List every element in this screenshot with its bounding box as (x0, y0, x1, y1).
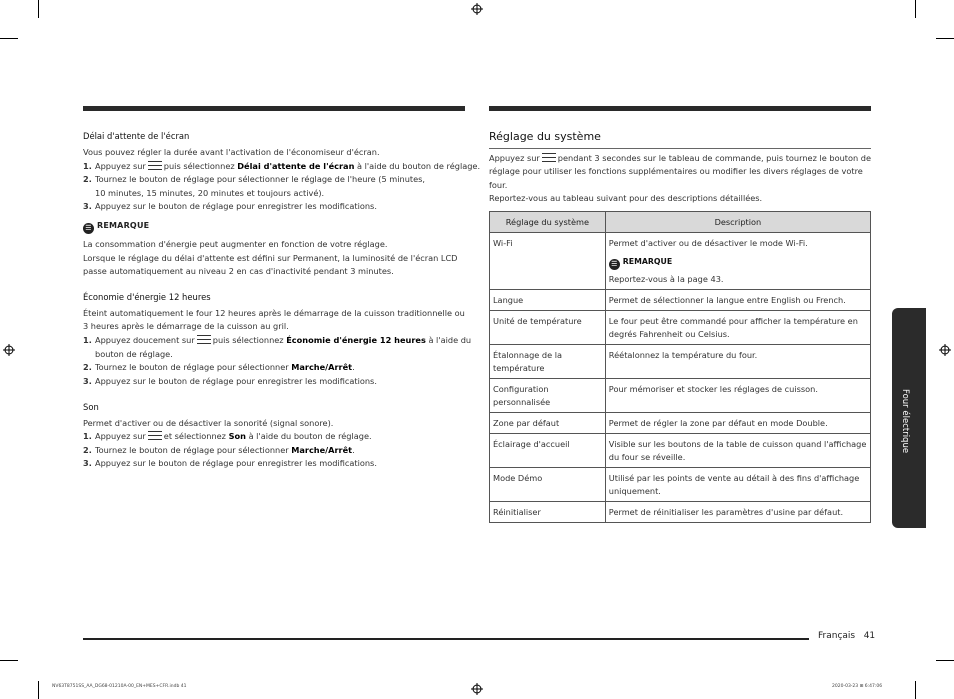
setting-name: Éclairage d'accueil (490, 434, 606, 468)
chapter-tab-label: Four électrique (900, 389, 910, 454)
setting-name: Étalonnage de la température (490, 345, 606, 379)
list-item: 2. Tournez le bouton de réglage pour sélectionner Marche/Arrêt. (83, 362, 355, 372)
table-header: Réglage du système (490, 212, 606, 233)
registration-mark-icon (3, 344, 15, 356)
list-item: 1. Appuyez sur et sélectionnez Son à l'aide du bouton de réglage. (83, 431, 372, 441)
list-item: 3. Appuyez sur le bouton de réglage pour enregistrer les modifications. (83, 376, 377, 386)
heading-underline (489, 148, 871, 149)
list-item: 1. Appuyez doucement sur puis sélectionnez Économie d'énergie 12 heures à l'aide du (83, 335, 472, 345)
setting-description: Le four peut être commandé pour afficher la température en degrés Fahrenheit ou Celsius. (605, 311, 870, 345)
setting-description: Permet de réinitialiser les paramètres d'usine par défaut. (605, 502, 870, 523)
header-rule-right (489, 106, 871, 111)
setting-name: Zone par défaut (490, 413, 606, 434)
table-row (490, 233, 871, 290)
note-icon: ☰ (609, 259, 620, 270)
setting-description: Permet de régler la zone par défaut en mode Double. (605, 413, 870, 434)
paragraph: Éteint automatiquement le four 12 heures après le démarrage de la cuisson traditionnelle ou (83, 308, 465, 318)
table-row (490, 290, 871, 311)
crop-mark (936, 38, 954, 39)
paragraph: four. (489, 180, 508, 190)
crop-mark (936, 660, 954, 661)
section-heading: Réglage du système (489, 130, 601, 143)
list-item: 1. Appuyez sur puis sélectionnez Délai d'attente de l'écran à l'aide du bouton de réglage. (83, 161, 481, 171)
paragraph: Permet d'activer ou de désactiver la sonorité (signal sonore). (83, 418, 334, 428)
table-row (490, 345, 871, 379)
setting-description: Réétalonnez la température du four. (605, 345, 870, 379)
note-icon: ☰ (83, 223, 94, 234)
paragraph: La consommation d'énergie peut augmenter en fonction de votre réglage. (83, 239, 388, 249)
paragraph: Lorsque le réglage du délai d'attente est défini sur Permanent, la luminosité de l'écran LCD (83, 253, 458, 263)
setting-name: Mode Démo (490, 468, 606, 502)
menu-icon (148, 431, 162, 440)
crop-mark (38, 0, 39, 18)
menu-icon (148, 161, 162, 170)
settings-table (489, 211, 871, 523)
table-row (490, 311, 871, 345)
table-row (490, 413, 871, 434)
list-item: 3. Appuyez sur le bouton de réglage pour enregistrer les modifications. (83, 201, 377, 211)
registration-mark-icon (471, 3, 483, 15)
crop-mark (38, 681, 39, 699)
crop-mark (0, 38, 18, 39)
setting-name: Unité de température (490, 311, 606, 345)
footer-page: Français 41 (818, 631, 876, 641)
registration-mark-icon (471, 683, 483, 695)
section-title: Économie d'énergie 12 heures (83, 292, 211, 302)
setting-name: Langue (490, 290, 606, 311)
setting-description: Permet d'activer ou de désactiver le mode Wi-Fi. ☰ REMARQUE Reportez-vous à la page 43. (605, 233, 870, 290)
footer-rule (83, 638, 809, 640)
section-title: Délai d'attente de l'écran (83, 131, 190, 141)
section-title: Son (83, 402, 99, 412)
table-row (490, 434, 871, 468)
paragraph: Vous pouvez régler la durée avant l'activation de l'économiseur d'écran. (83, 147, 380, 157)
print-date: 2020-03-23 ⊞ 6:47:06 (832, 684, 883, 689)
setting-description: Permet de sélectionner la langue entre English ou French. (605, 290, 870, 311)
setting-description: Pour mémoriser et stocker les réglages de cuisson. (605, 379, 870, 413)
table-header: Description (605, 212, 870, 233)
list-item: 2. Tournez le bouton de réglage pour sélectionner Marche/Arrêt. (83, 445, 355, 455)
menu-icon (542, 153, 556, 162)
page-link[interactable]: 43 (710, 274, 721, 284)
menu-icon (197, 335, 211, 344)
list-item: 2. Tournez le bouton de réglage pour sélectionner le réglage de l'heure (5 minutes, (83, 174, 426, 184)
paragraph: Reportez-vous au tableau suivant pour des descriptions détaillées. (489, 193, 763, 203)
setting-name: Réinitialiser (490, 502, 606, 523)
paragraph: 3 heures après le démarrage de la cuisson au gril. (83, 321, 289, 331)
crop-mark (915, 681, 916, 699)
table-header-row (490, 212, 871, 233)
paragraph: passe automatiquement au niveau 2 en cas d'inactivité pendant 3 minutes. (83, 266, 394, 276)
setting-description: Utilisé par les points de vente au détail à des fins d'affichage uniquement. (605, 468, 870, 502)
setting-description: Visible sur les boutons de la table de cuisson quand l'affichage du four se réveille. (605, 434, 870, 468)
paragraph: réglage pour utiliser les fonctions supplémentaires ou modifier les divers réglages de votre (489, 166, 863, 176)
print-file-info: NV63T8751SS_AA_DG68-01210A-00_EN+MES+CFR.indb 41 (52, 684, 187, 689)
crop-mark (915, 0, 916, 18)
list-item-continued: 10 minutes, 15 minutes, 20 minutes et toujours activé). (95, 188, 325, 198)
table-row (490, 502, 871, 523)
note-label: ☰ REMARQUE (83, 221, 149, 234)
table-row (490, 379, 871, 413)
list-item: 3. Appuyez sur le bouton de réglage pour enregistrer les modifications. (83, 458, 377, 468)
header-rule-left (83, 106, 465, 111)
setting-name: Configuration personnalisée (490, 379, 606, 413)
paragraph: Appuyez sur pendant 3 secondes sur le tableau de commande, puis tournez le bouton de (489, 153, 872, 163)
registration-mark-icon (939, 344, 951, 356)
setting-name: Wi-Fi (490, 233, 606, 290)
table-row (490, 468, 871, 502)
crop-mark (0, 660, 18, 661)
list-item-continued: bouton de réglage. (95, 349, 173, 359)
